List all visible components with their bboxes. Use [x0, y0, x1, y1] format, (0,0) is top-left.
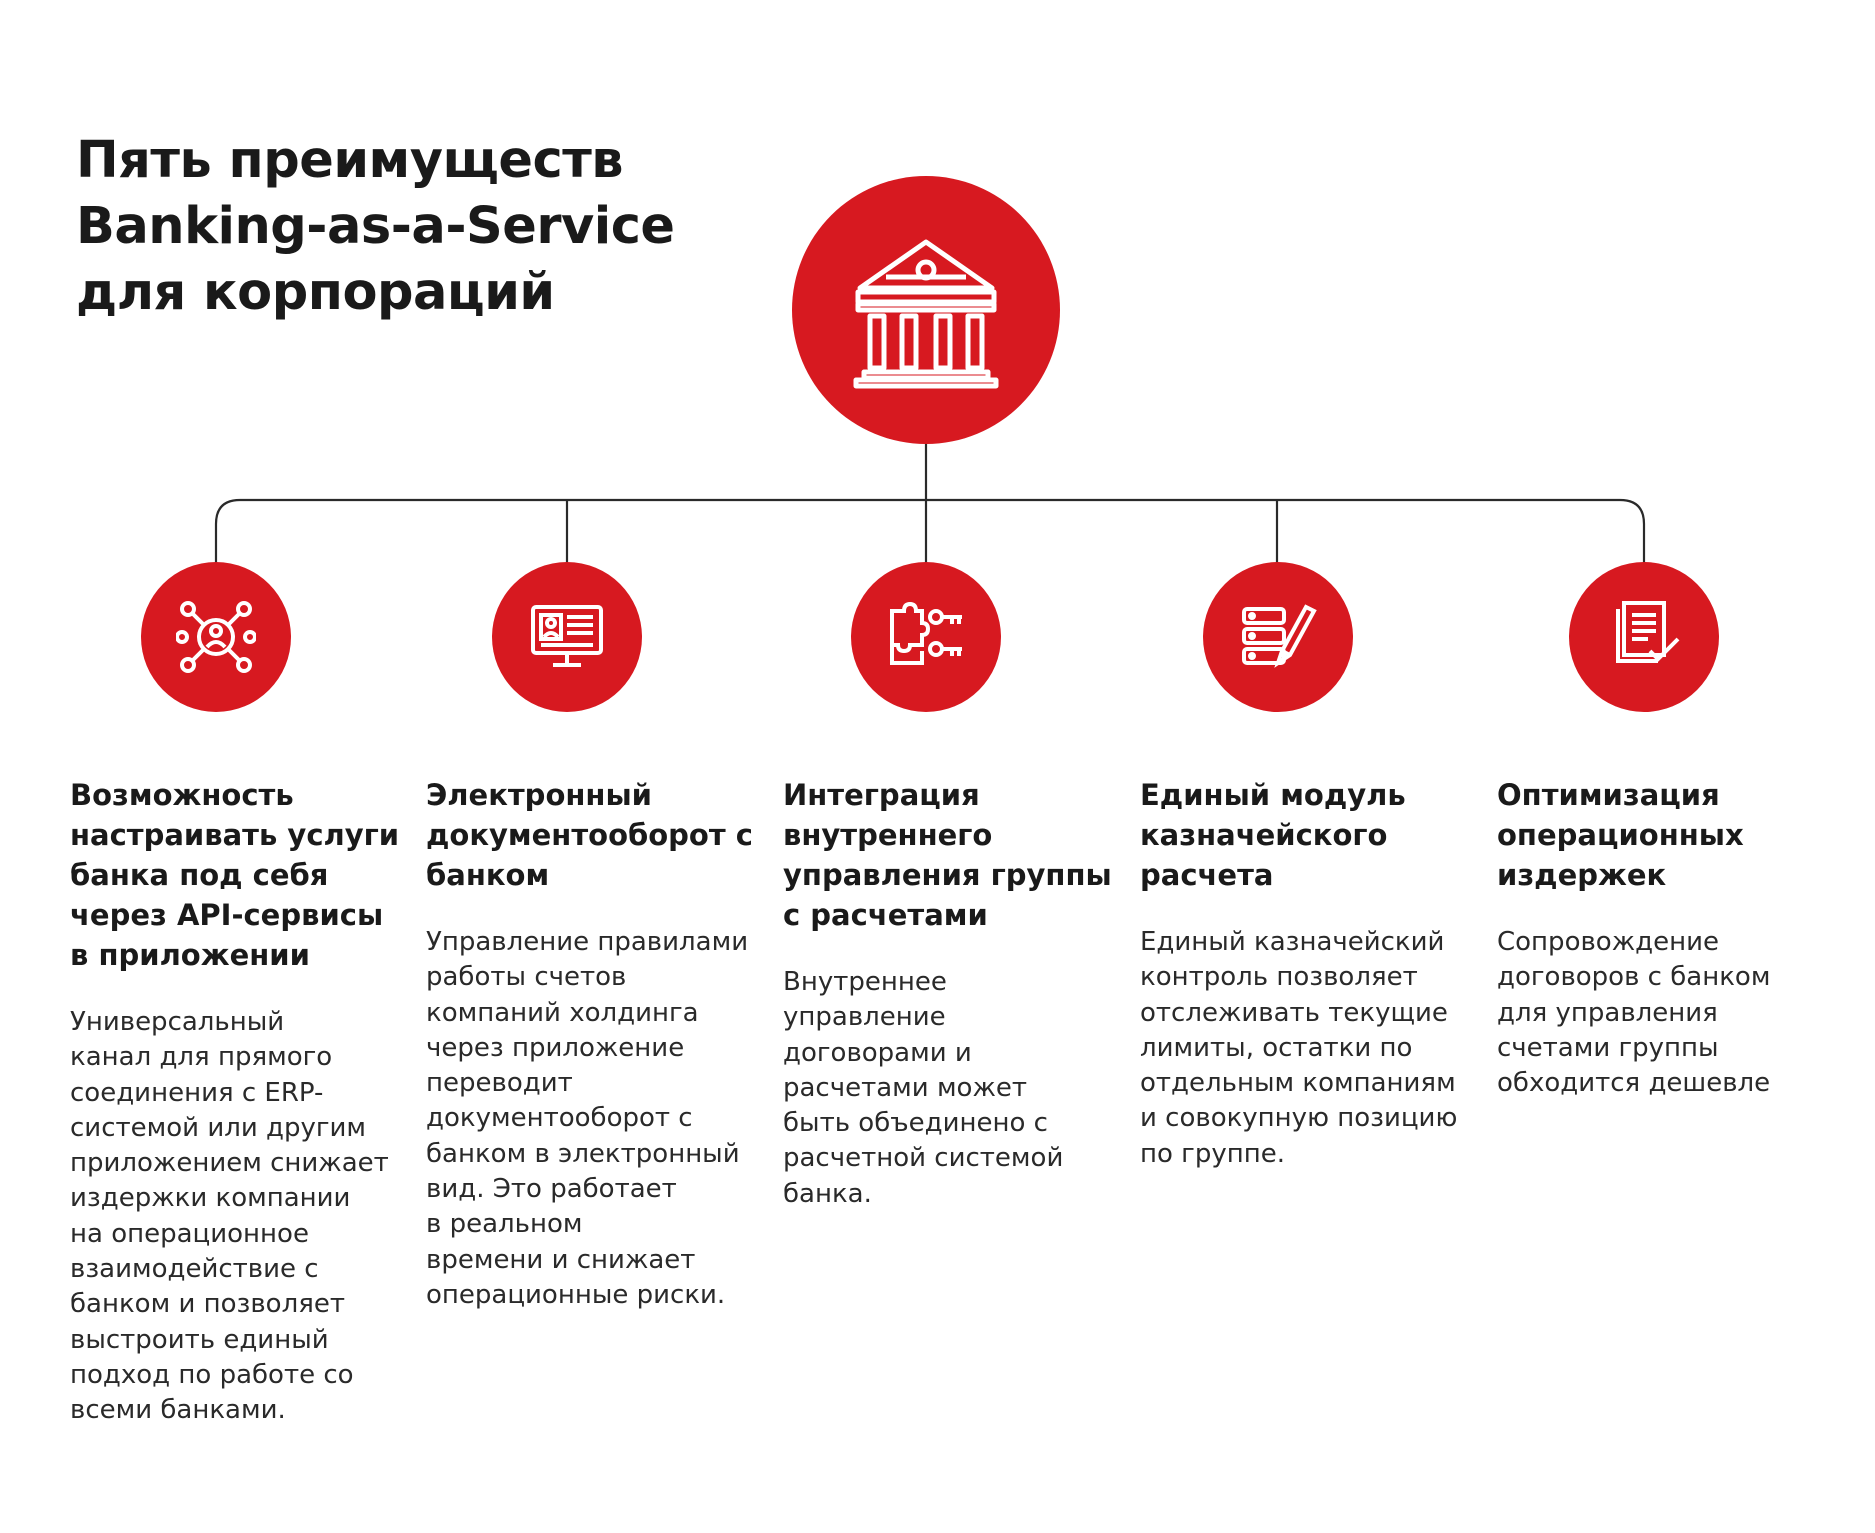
description-line: канал для прямого — [70, 1042, 333, 1073]
heading-line: Электронный — [426, 778, 652, 812]
heading-line: казначейского — [1140, 818, 1388, 852]
description-line: по группе. — [1140, 1138, 1285, 1169]
advantage-2 — [426, 775, 766, 1313]
description-line: переводит — [426, 1068, 573, 1099]
description-line: документооборот с — [426, 1103, 693, 1134]
description-line: работы счетов — [426, 962, 627, 993]
description-line: лимиты, остатки по — [1140, 1032, 1413, 1063]
advantage-5-circle — [1569, 562, 1719, 712]
description-line: банком в электронный — [426, 1138, 740, 1169]
description-line: Универсальный — [70, 1007, 285, 1037]
description-line: и совокупную позицию — [1140, 1103, 1458, 1134]
server-pencil-icon — [1238, 597, 1318, 677]
description-line: компаний холдинга — [426, 997, 699, 1028]
advantage-3-description — [783, 965, 1123, 1212]
description-line: счетами группы — [1497, 1032, 1719, 1063]
description-line: банка. — [783, 1178, 872, 1209]
description-line: отслеживать текущие — [1140, 997, 1448, 1028]
description-line: всеми банками. — [70, 1395, 286, 1426]
advantage-3-circle — [851, 562, 1001, 712]
description-line: выстроить единый — [70, 1324, 329, 1355]
description-line: приложением снижает — [70, 1148, 389, 1179]
description-line: в реальном — [426, 1209, 583, 1240]
heading-line: операционных — [1497, 818, 1744, 852]
document-check-icon — [1604, 597, 1684, 677]
description-line: Единый казначейский — [1140, 927, 1445, 957]
advantage-2-circle — [492, 562, 642, 712]
advantage-4-circle — [1203, 562, 1353, 712]
advantage-4-heading — [1140, 775, 1480, 895]
description-line: системой или другим — [70, 1112, 367, 1143]
heading-line: через API-сервисы — [70, 898, 384, 932]
description-line: через приложение — [426, 1032, 685, 1063]
description-line: издержки компании — [70, 1183, 351, 1214]
network-hub-icon — [176, 597, 256, 677]
description-line: подход по работе со — [70, 1359, 354, 1390]
advantage-5 — [1497, 775, 1837, 1101]
heading-line: Оптимизация — [1497, 778, 1720, 812]
description-line: расчетами может — [783, 1072, 1028, 1103]
description-line: времени и снижает — [426, 1244, 696, 1275]
description-line: для управления — [1497, 997, 1718, 1028]
description-line: расчетной системой — [783, 1143, 1064, 1174]
title-line-1: Пять преимуществ — [76, 131, 624, 190]
description-line: операционные риски. — [426, 1279, 726, 1310]
heading-line: с расчетами — [783, 898, 988, 932]
heading-line: банка под себя — [70, 858, 329, 892]
heading-line: внутреннего — [783, 818, 993, 852]
title-line-2: Banking-as-a-Service — [76, 197, 675, 256]
heading-line: Единый модуль — [1140, 778, 1406, 812]
monitor-document-icon — [527, 597, 607, 677]
advantage-1-heading — [70, 775, 410, 975]
heading-line: Интеграция — [783, 778, 980, 812]
main-bank-circle — [792, 176, 1060, 444]
description-line: банком и позволяет — [70, 1289, 345, 1320]
heading-line: настраивать услуги — [70, 818, 400, 852]
advantage-3-heading — [783, 775, 1123, 935]
advantage-1-description — [70, 1005, 410, 1429]
advantage-3 — [783, 775, 1123, 1212]
advantage-2-description — [426, 925, 766, 1313]
description-line: вид. Это работает — [426, 1174, 677, 1205]
heading-line: издержек — [1497, 858, 1667, 892]
advantage-4-description — [1140, 925, 1480, 1172]
connector-bar — [216, 500, 1644, 564]
description-line: управление — [783, 1002, 946, 1033]
bank-building-icon — [846, 230, 1006, 390]
description-line: Сопровождение — [1497, 927, 1719, 957]
title-line-3: для корпораций — [76, 263, 555, 322]
description-line: Внутреннее — [783, 967, 947, 997]
advantage-4 — [1140, 775, 1480, 1172]
description-line: отдельным компаниям — [1140, 1068, 1456, 1099]
advantage-5-description — [1497, 925, 1837, 1101]
description-line: на операционное — [70, 1218, 309, 1249]
description-line: договоров с банком — [1497, 962, 1771, 993]
heading-line: в приложении — [70, 938, 310, 972]
advantage-2-heading — [426, 775, 766, 895]
description-line: Управление правилами — [426, 927, 749, 957]
heading-line: управления группы — [783, 858, 1112, 892]
puzzle-keys-icon — [886, 597, 966, 677]
advantage-1 — [70, 775, 410, 1429]
heading-line: Возможность — [70, 778, 294, 812]
advantage-1-circle — [141, 562, 291, 712]
heading-line: расчета — [1140, 858, 1274, 892]
heading-line: банком — [426, 858, 550, 892]
description-line: контроль позволяет — [1140, 962, 1418, 993]
description-line: быть объединено с — [783, 1108, 1048, 1139]
advantage-5-heading — [1497, 775, 1837, 895]
description-line: обходится дешевле — [1497, 1068, 1771, 1099]
description-line: договорами и — [783, 1037, 972, 1068]
description-line: соединения с ERP- — [70, 1077, 324, 1108]
description-line: взаимодействие с — [70, 1254, 319, 1285]
heading-line: документооборот с — [426, 818, 753, 852]
